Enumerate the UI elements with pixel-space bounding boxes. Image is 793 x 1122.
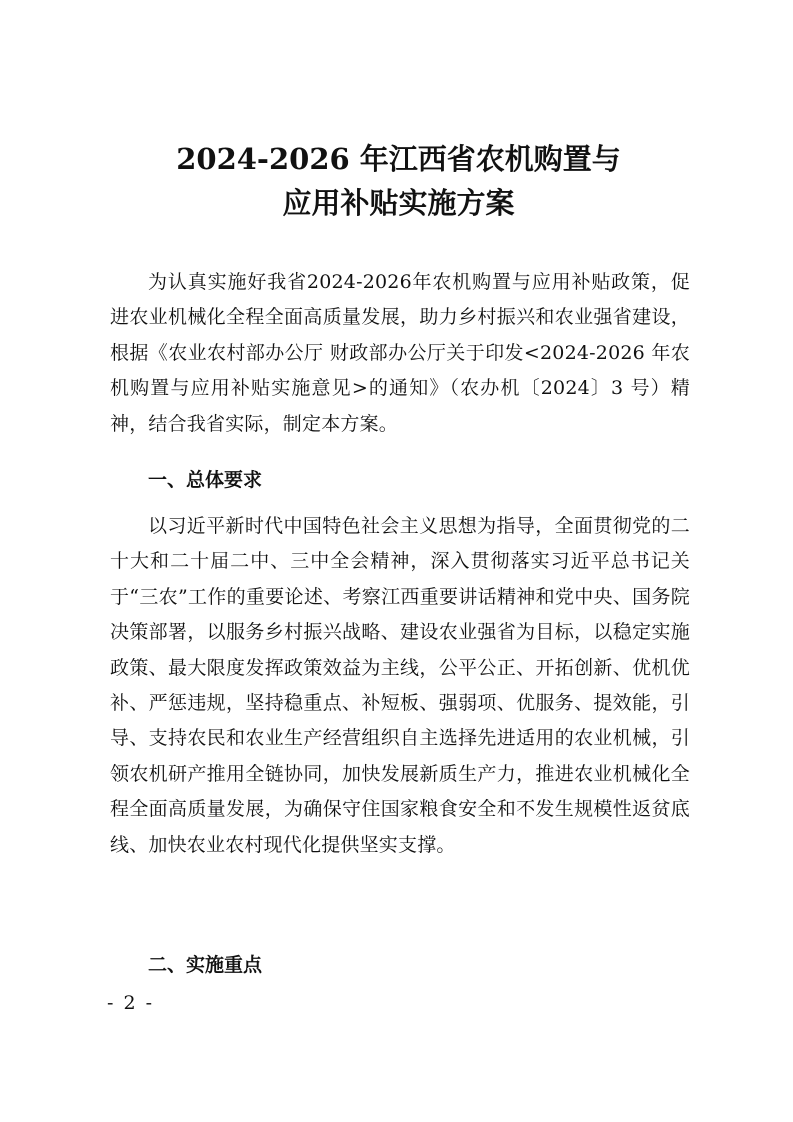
- intro-paragraph: 为认真实施好我省2024-2026年农机购置与应用补贴政策，促进农业机械化全程全面高质量发展，助力乡村振兴和农业强省建设，根据《农业农村部办公厅 财政部办公厅关于印发<2024-2026 年农机购置与应用补贴实施意见>的通知》（农办机〔2024〕3 号）精神，结合我省实际，制定本方案。: [110, 271, 690, 435]
- general-requirements-paragraph: 以习近平新时代中国特色社会主义思想为指导，全面贯彻党的二十大和二十届二中、三中全会精神，深入贯彻落实习近平总书记关于“三农”工作的重要论述、考察江西重要讲话精神和党中央、国务院决策部署，以服务乡村振兴战略、建设农业强省为目标，以稳定实施政策、最大限度发挥政策效益为主线，公平公正、开拓创新、优机优补、严惩违规，坚持稳重点、补短板、强弱项、优服务、提效能，引导、支持农民和农业生产经营组织自主选择先进适用的农业机械，引领农机研产推用全链协同，加快发展新质生产力，推进农业机械化全程全面高质量发展，为确保守住国家粮食安全和不发生规模性返贫底线、加快农业农村现代化提供坚实支撑。: [110, 515, 690, 856]
- section-heading-general-requirements: 一、总体要求: [148, 469, 263, 491]
- section-heading-implementation-focus: 二、实施重点: [148, 954, 263, 976]
- page-number: - 2 -: [107, 992, 155, 1014]
- document-title-line-2: 应用补贴实施方案: [282, 186, 515, 220]
- document-title-line-1: 2024-2026 年江西省农机购置与: [176, 142, 621, 176]
